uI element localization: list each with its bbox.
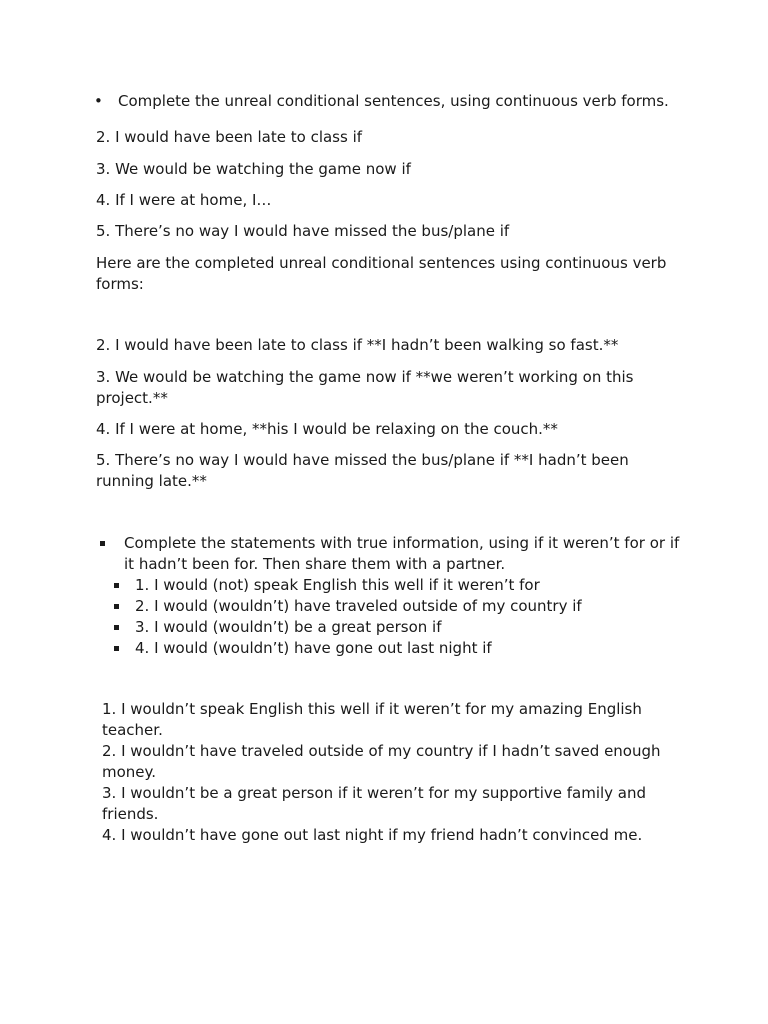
section2-answer-2: 2. I wouldn’t have traveled outside of my country if I hadn’t saved enough money.	[102, 742, 661, 781]
section2-answer-3: 3. I wouldn’t be a great person if it weren’t for my supportive family and friends.	[102, 784, 647, 823]
square-bullet-icon	[114, 625, 119, 630]
answer-3: 3. We would be watching the game now if **we weren’t working on this project.**	[96, 368, 634, 407]
prompt-3: 3. We would be watching the game now if	[96, 160, 411, 178]
prompt-4: 4. If I were at home, I…	[96, 191, 272, 209]
prompt-5: 5. There’s no way I would have missed the bus/plane if	[96, 222, 510, 240]
section2-list	[100, 533, 680, 659]
section2-instruction-text: Complete the statements with true information, using if it weren’t for or if it hadn’t been for. Then share them with a partner.	[124, 534, 680, 573]
section1-instruction-text: Complete the unreal conditional sentences, using continuous verb forms.	[118, 92, 669, 110]
list-item: 3. I would (wouldn’t) be a great person if	[112, 617, 680, 638]
answer-4: 4. If I were at home, **his I would be relaxing on the couch.**	[96, 420, 558, 438]
prompt-2: 2. I would have been late to class if	[96, 128, 363, 146]
list-item: 2. I would (wouldn’t) have traveled outside of my country if	[112, 596, 680, 617]
section2-instruction	[100, 533, 680, 575]
square-bullet-icon	[114, 583, 119, 588]
square-bullet-icon	[114, 646, 119, 651]
list-item: 4. I would (wouldn’t) have gone out last night if	[112, 638, 680, 659]
bullet-dot-icon: •	[94, 92, 103, 110]
answer-5: 5. There’s no way I would have missed the bus/plane if **I hadn’t been running late.**	[96, 451, 629, 490]
list-item: 1. I would (not) speak English this well if it weren’t for	[112, 575, 680, 596]
section2-items	[112, 575, 680, 659]
square-bullet-icon	[114, 604, 119, 609]
square-bullet-icon	[100, 541, 105, 546]
section2-answers	[102, 699, 682, 846]
answer-2: 2. I would have been late to class if **I hadn’t been walking so fast.**	[96, 336, 619, 354]
answers-intro: Here are the completed unreal conditional sentences using continuous verb forms:	[96, 254, 667, 293]
section2-answer-4: 4. I wouldn’t have gone out last night if my friend hadn’t convinced me.	[102, 826, 643, 844]
section2-answer-1: 1. I wouldn’t speak English this well if it weren’t for my amazing English teacher.	[102, 700, 642, 739]
